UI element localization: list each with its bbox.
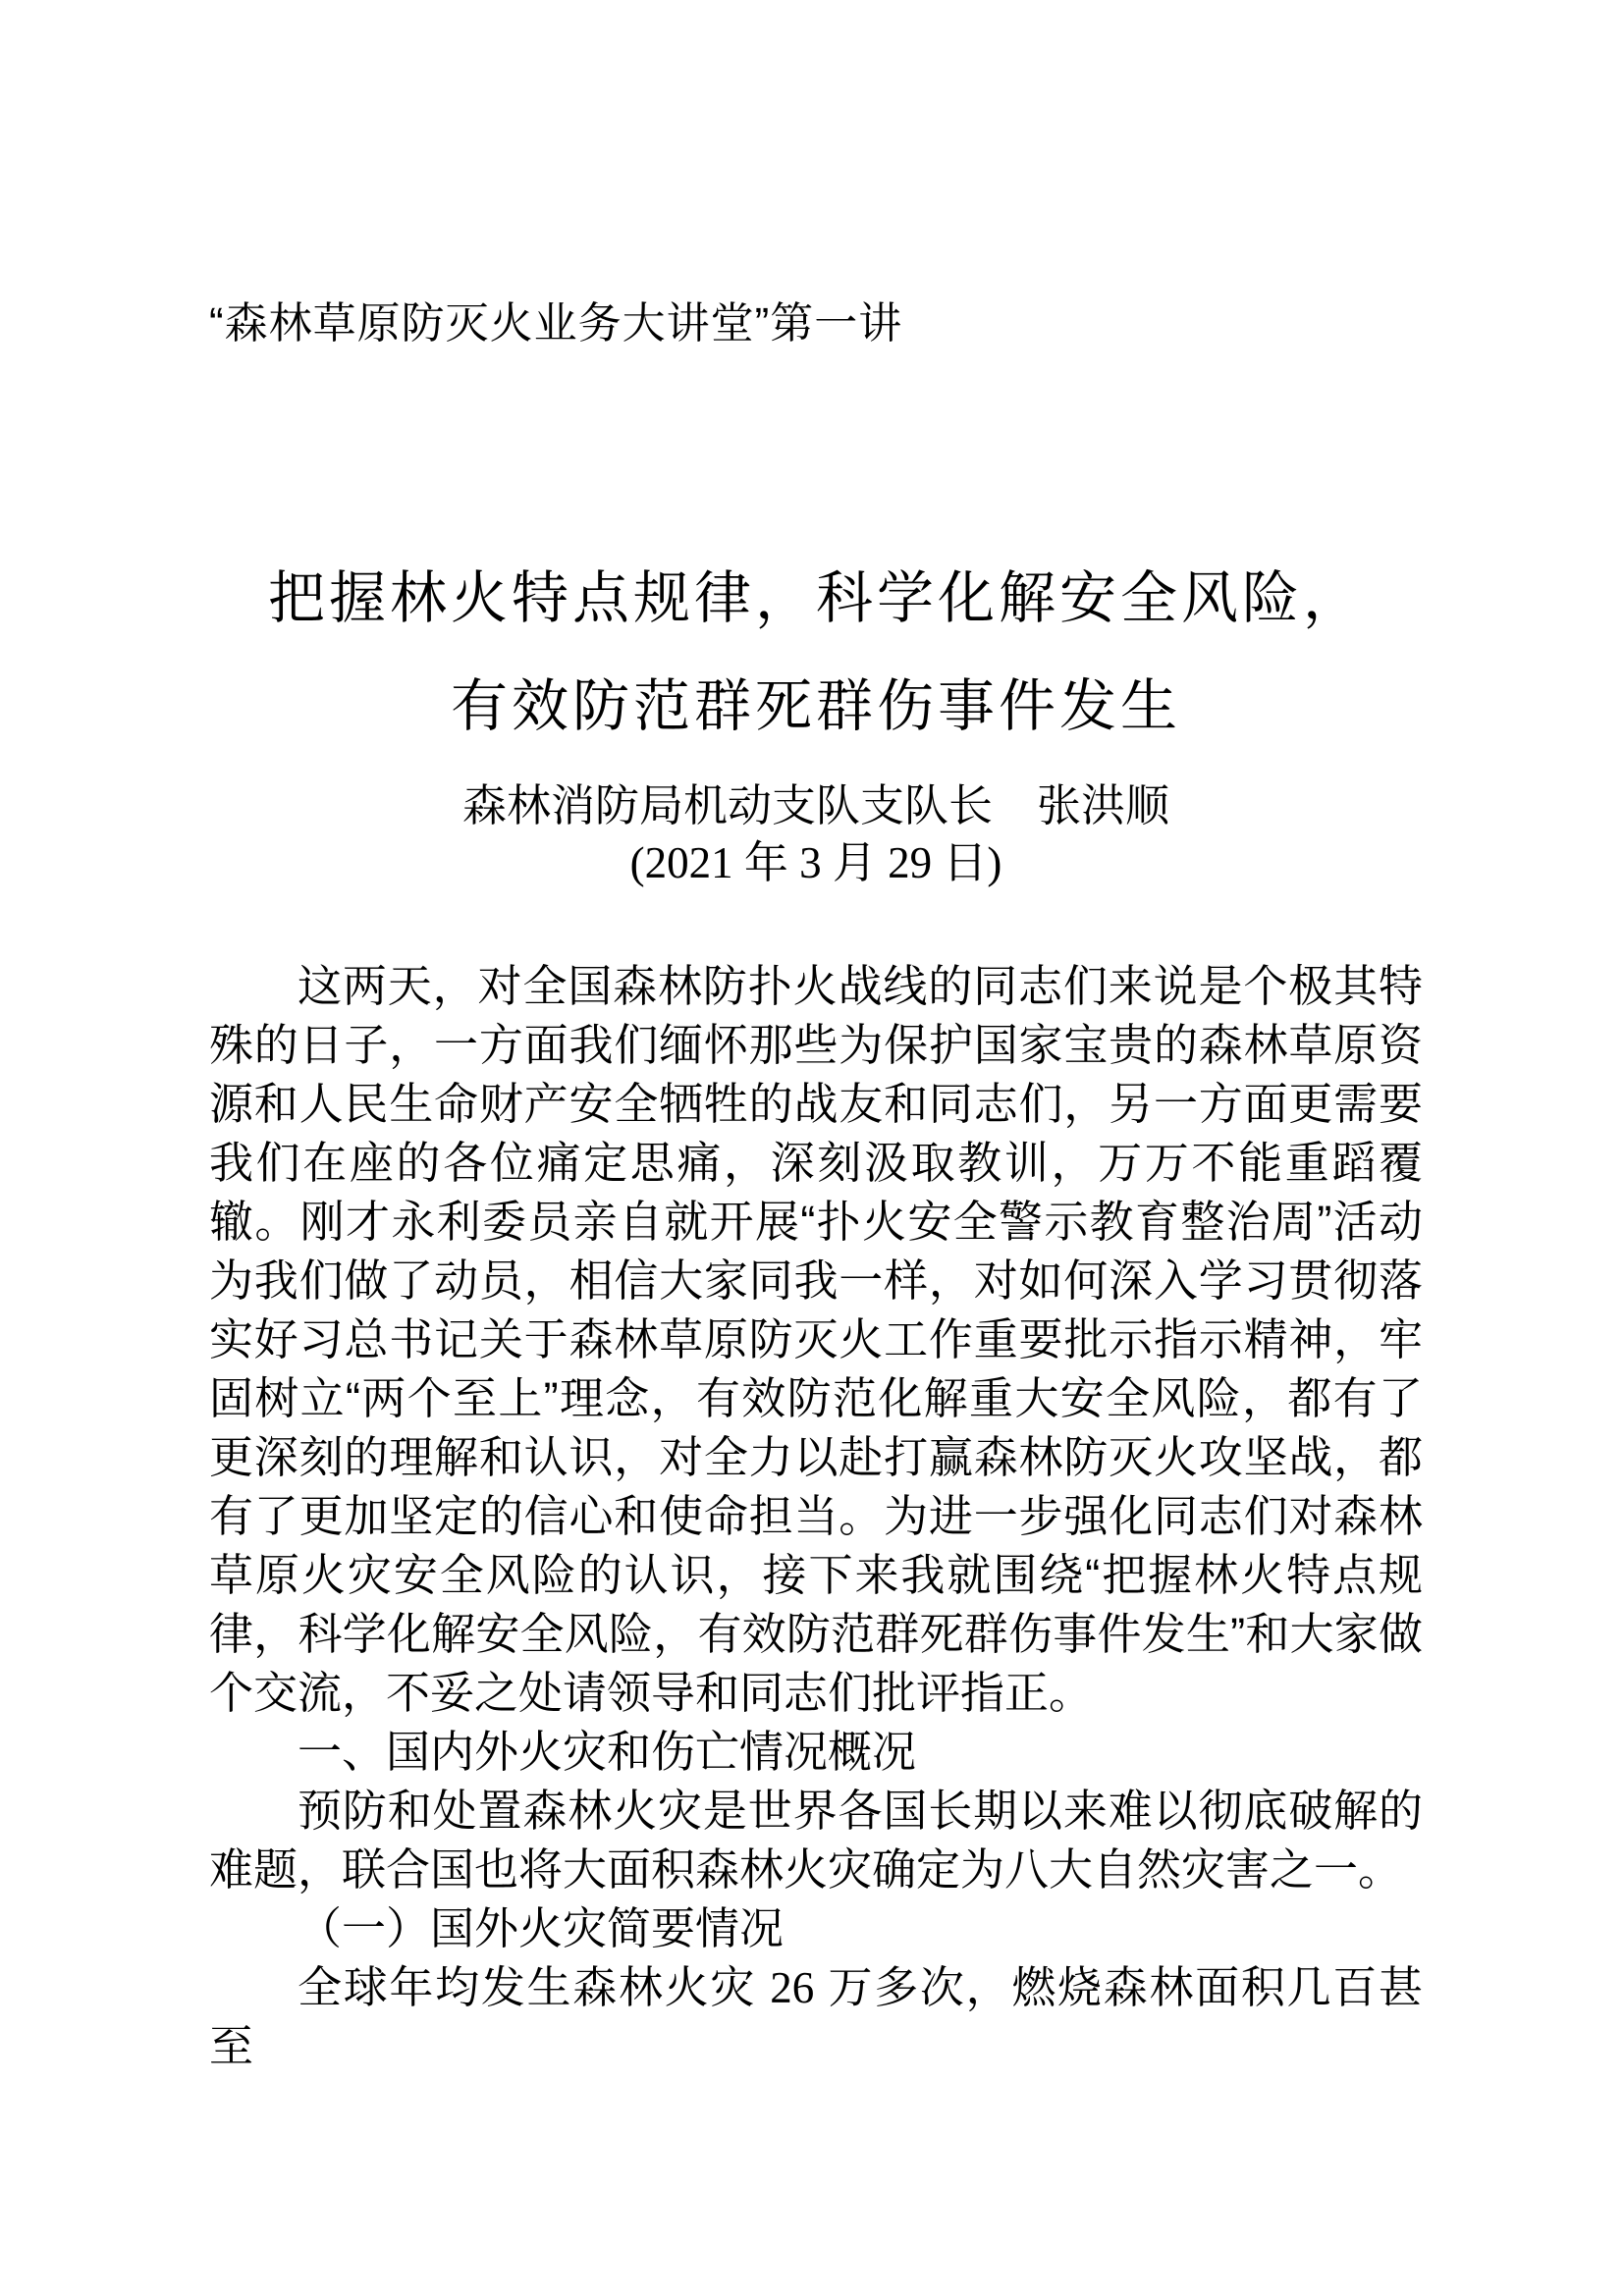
paragraph-text-run: 全球年均发生森林火灾	[298, 1962, 771, 2012]
document-title-line-1: 把握林火特点规律，科学化解安全风险，	[267, 566, 1364, 630]
paragraph-number-run: 26	[770, 1963, 815, 2012]
series-kicker: “森林草原防灭火业务大讲堂”第一讲	[209, 299, 903, 347]
paragraph-text-run: 这两天，对全国森林防扑火战线的同志们来说是个极其特殊的日子，一方面我们缅怀那些为保护国家宝贵的森林草原资源和人民生命财产安全牺牲的战友和同志们，另一方面更需要我们在座的各位痛定思痛，深刻汲取教训，万万不能重蹈覆辙。刚才永利委员亲自就开展“扑火安全警示教育整治周”活动为我们做了动员，相信大家同我一样，对如何深入学习贯彻落实好习总书记关于森林草原防灭火工作重要批示指示精神，牢固树立“两个至上”理念，有效防范化解重大安全风险，都有了更深刻的理解和认识，对全力以赴打赢森林防灭火攻坚战，都有了更加坚定的信心和使命担当。为进一步强化同志们对森林草原火灾安全风险的认识，接下来我就围绕“把握林火特点规律，科学化解安全风险，有效防范群死群伤事件发生”和大家做个交流，不妥之处请领导和同志们批评指正。	[209, 961, 1423, 1718]
paragraph-text-run: 预防和处置森林火灾是世界各国长期以来难以彻底破解的难题，联合国也将大面积森林火灾确定为八大自然灾害之一。	[209, 1786, 1423, 1895]
document-title-line-2: 有效防范群死群伤事件发生	[450, 674, 1181, 738]
paragraph	[209, 1899, 1423, 1958]
paragraph-text-run: 万多次，燃烧森林面积几百甚至	[209, 1962, 1423, 2071]
paragraph	[209, 1723, 1423, 1782]
document-body	[209, 957, 1423, 2076]
document-date: (2021 年 3 月 29 日)	[629, 838, 1002, 887]
author-byline: 森林消防局机动支队支队长 张洪顺	[461, 780, 1169, 830]
paragraph-text-run: 一、国内外火灾和伤亡情况概况	[298, 1727, 917, 1777]
paragraph	[209, 957, 1423, 1723]
document-content	[209, 294, 1423, 2076]
paragraph-text-run: （一）国外火灾简要情况	[298, 1903, 785, 1953]
paragraph	[209, 1782, 1423, 1899]
paragraph	[209, 1958, 1423, 2076]
